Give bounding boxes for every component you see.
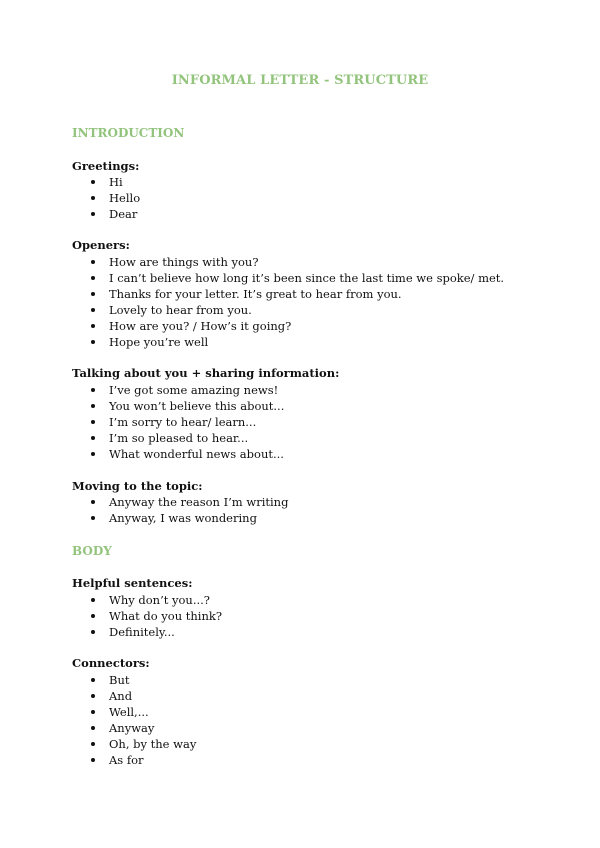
helpful-list [72,592,222,640]
list-item: Hope you’re well [72,334,504,350]
talking-list [72,382,284,462]
list-item: Anyway the reason I’m writing [72,494,288,510]
helpful-label: Helpful sentences: [72,576,193,590]
list-item: Definitely... [72,624,222,640]
openers-list [72,254,504,350]
list-item: Why don’t you...? [72,592,222,608]
list-item: Anyway, I was wondering [72,510,288,526]
greetings-list [72,174,140,222]
list-item: Oh, by the way [72,736,196,752]
greetings-label: Greetings: [72,159,140,173]
list-item: I’ve got some amazing news! [72,382,284,398]
list-item: I can’t believe how long it’s been since the last time we spoke/ met. [72,270,504,286]
list-item: Lovely to hear from you. [72,302,504,318]
section-heading-introduction: INTRODUCTION [72,126,185,140]
list-item: What wonderful news about... [72,446,284,462]
list-item: How are you? / How’s it going? [72,318,504,334]
moving-label: Moving to the topic: [72,479,203,493]
openers-label: Openers: [72,238,130,252]
list-item: I’m sorry to hear/ learn... [72,414,284,430]
list-item: As for [72,752,196,768]
list-item: What do you think? [72,608,222,624]
document-title: INFORMAL LETTER - STRUCTURE [171,73,429,88]
connectors-list [72,672,196,768]
list-item: Well,... [72,704,196,720]
list-item: You won’t believe this about... [72,398,284,414]
list-item: Thanks for your letter. It’s great to hear from you. [72,286,504,302]
section-heading-body: BODY [72,544,112,558]
moving-list [72,494,288,526]
list-item: How are things with you? [72,254,504,270]
talking-label: Talking about you + sharing information: [72,366,340,380]
list-item: Dear [72,206,140,222]
list-item: Anyway [72,720,196,736]
list-item: But [72,672,196,688]
list-item: Hello [72,190,140,206]
list-item: Hi [72,174,140,190]
connectors-label: Connectors: [72,656,150,670]
list-item: And [72,688,196,704]
list-item: I’m so pleased to hear... [72,430,284,446]
